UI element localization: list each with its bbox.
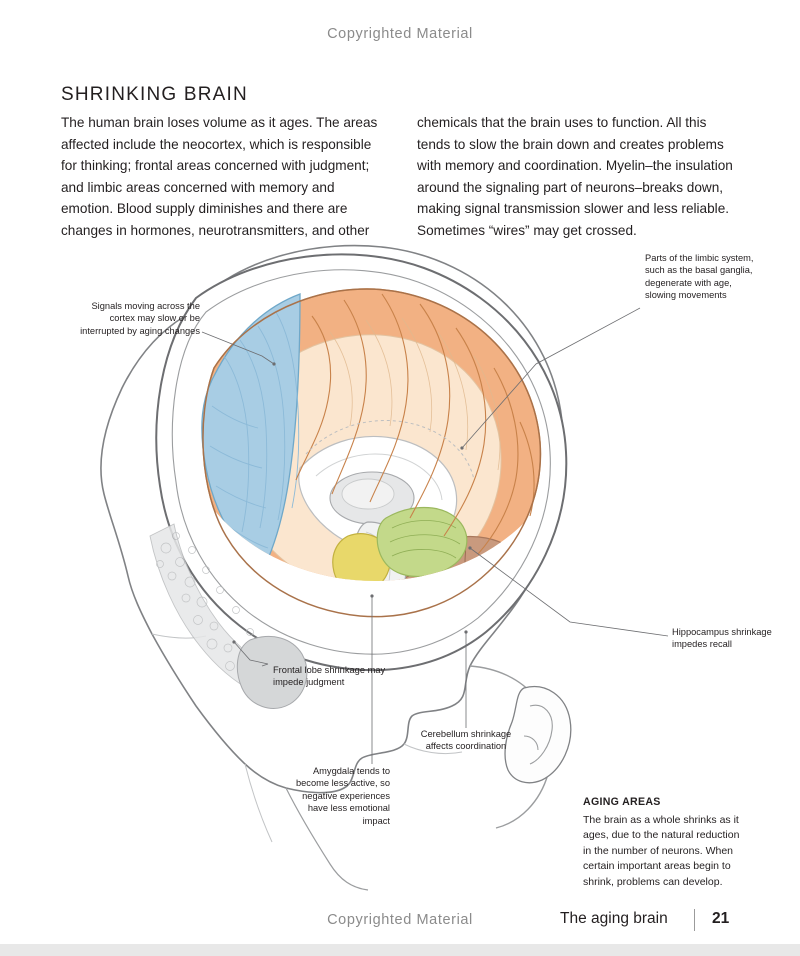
- aging-areas-box: [583, 795, 748, 890]
- callout-limbic-system: Parts of the limbic system, such as the basal ganglia, degenerate with age, slowing movements: [645, 253, 754, 301]
- footer-divider: [694, 909, 695, 931]
- callout-signals: Signals moving across the cortex may slow or be interrupted by aging changes: [80, 301, 200, 336]
- copyright-watermark-top: Copyrighted Material: [327, 26, 473, 42]
- callout-cerebellum: Cerebellum shrinkage affects coordination: [420, 729, 512, 752]
- aging-areas-body: The brain as a whole shrinks as it ages, due to the natural reduction in the number of neurons. When certain important areas begin to shrink, problems can develop.: [583, 813, 740, 888]
- body-text-column-left: The human brain loses volume as it ages. The areas affected include the neocortex, which is responsible for thinking; frontal areas concerned with judgment; and limbic areas concerned with memory and emotion. Blood supply diminishes and there are changes in hormones, neurotransmitters, and other: [61, 115, 378, 238]
- page-title: SHRINKING BRAIN: [61, 84, 248, 105]
- body-text-column-right: chemicals that the brain uses to function. All this tends to slow the brain down and creates problems with memory and coordination. Myelin–the insulation around the signaling part of neurons–breaks down, making signal transmission slower and less reliable. Sometimes “wires” may get crossed.: [417, 115, 733, 238]
- running-head: The aging brain: [560, 910, 668, 927]
- callout-hippocampus: Hippocampus shrinkage impedes recall: [672, 627, 772, 650]
- callout-amygdala: Amygdala tends to become less active, so negative experiences have less emotional impact: [295, 766, 390, 826]
- thalamus-inner: [342, 479, 394, 509]
- callout-frontal-lobe: Frontal lobe shrinkage may impede judgment: [273, 665, 386, 688]
- aging-areas-heading: AGING AREAS: [583, 796, 661, 808]
- page-edge-band: [0, 944, 800, 956]
- page-number: 21: [712, 910, 730, 927]
- copyright-watermark-bottom: Copyrighted Material: [327, 912, 473, 928]
